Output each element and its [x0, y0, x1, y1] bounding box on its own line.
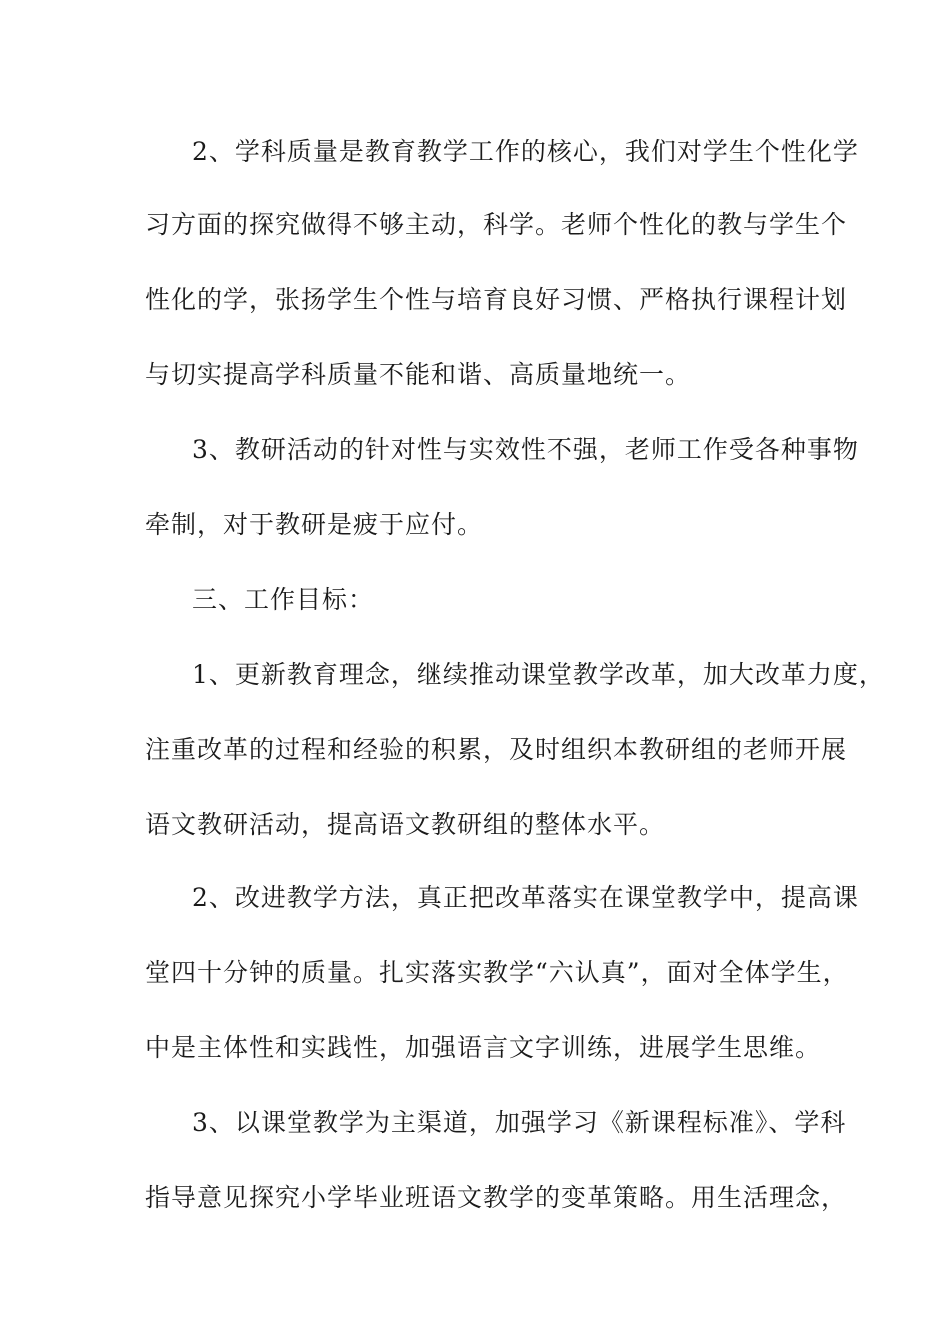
paragraph-line: 指导意见探究小学毕业班语文教学的变革策略。用生活理念， — [145, 1183, 848, 1212]
paragraph-line: 中是主体性和实践性，加强语言文字训练，进展学生思维。 — [145, 1033, 822, 1062]
paragraph-line: 3、以课堂教学为主渠道，加强学习《新课程标准》、学科 — [192, 1108, 847, 1137]
paragraph-line: 性化的学，张扬学生个性与培育良好习惯、严格执行课程计划 — [145, 285, 848, 314]
section-heading: 三、工作目标： — [192, 585, 375, 614]
paragraph-line: 堂四十分钟的质量。扎实落实教学“六认真”，面对全体学生， — [145, 958, 849, 987]
paragraph-line: 语文教研活动，提高语文教研组的整体水平。 — [145, 810, 666, 839]
paragraph-line: 2、学科质量是教育教学工作的核心，我们对学生个性化学 — [192, 137, 859, 166]
paragraph-line: 与切实提高学科质量不能和谐、高质量地统一。 — [145, 360, 692, 389]
paragraph-line: 3、教研活动的针对性与实效性不强，老师工作受各种事物 — [192, 435, 859, 464]
paragraph-line: 习方面的探究做得不够主动，科学。老师个性化的教与学生个 — [145, 210, 848, 239]
paragraph-line: 2、改进教学方法，真正把改革落实在课堂教学中，提高课 — [192, 883, 859, 912]
paragraph-line: 1、更新教育理念，继续推动课堂教学改革，加大改革力度， — [192, 660, 885, 689]
paragraph-line: 牵制，对于教研是疲于应付。 — [145, 510, 484, 539]
paragraph-line: 注重改革的过程和经验的积累，及时组织本教研组的老师开展 — [145, 735, 848, 764]
